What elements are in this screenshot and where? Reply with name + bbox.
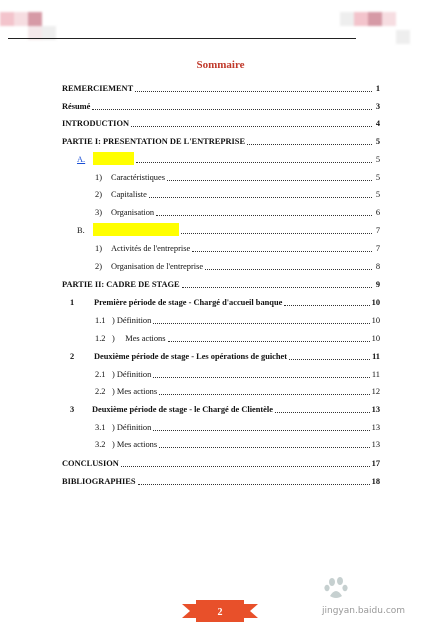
toc-entry-number: 2 [70,352,75,361]
dot-leader [153,323,369,324]
watermark-text: jingyan.baidu.com [322,606,406,616]
toc-entry-page: 11 [371,370,380,379]
toc-entry[interactable] [62,312,380,326]
toc-entry[interactable] [62,133,380,147]
toc-entry-number: A. [77,155,86,164]
toc-entry[interactable] [62,383,380,397]
toc-entry-label: BIBLIOGRAPHIES [62,477,136,486]
dot-leader [138,484,370,485]
toc-entry[interactable] [62,455,380,469]
toc-entry-page: 18 [371,477,380,486]
toc-entry-label: ) Définition [112,316,152,325]
dot-leader [284,305,369,306]
toc-entry[interactable] [62,436,380,450]
toc-entry-number: 3 [70,405,75,414]
toc-entry-page: 17 [371,459,380,468]
dot-leader [159,447,370,448]
dot-leader [159,394,370,395]
toc-entry[interactable] [62,258,380,272]
toc-entry-page: 10 [371,334,380,343]
dot-leader [153,377,370,378]
toc-entry[interactable] [62,151,380,165]
toc-entry-label: REMERCIEMENT [62,84,134,93]
dot-leader [289,359,370,360]
highlighted-blank-label [93,152,134,165]
toc-entry[interactable] [62,240,380,254]
toc-entry-number: 1.1 [95,316,106,325]
dot-leader [121,466,370,467]
dot-leader [192,251,372,252]
toc-entry-number: 1 [70,298,75,307]
toc-entry-label: ) Définition [112,423,152,432]
toc-entry-page: 1 [375,84,380,93]
toc-entry-number: 3) [95,208,102,217]
toc-entry-label: Deuxième période de stage - Les opérations de guichet [94,352,288,361]
toc-entry-label: Capitaliste [111,190,147,199]
toc-entry[interactable] [62,186,380,200]
toc-entry-page: 4 [375,119,380,128]
toc-entry[interactable] [62,169,380,183]
toc-entry-number: B. [77,226,85,235]
toc-entry-page: 6 [375,208,380,217]
dot-leader [182,287,372,288]
dot-leader [247,144,372,145]
toc-entry[interactable] [62,222,380,236]
toc-entry-page: 13 [371,405,380,414]
dot-leader [275,412,370,413]
dot-leader [131,126,372,127]
toc-entry-label: INTRODUCTION [62,119,130,128]
toc-entry-page: 8 [375,262,380,271]
toc-entry[interactable] [62,348,380,362]
toc-entry-number: 2) [95,190,102,199]
toc-entry-label: Organisation [111,208,155,217]
toc-entry[interactable] [62,204,380,218]
toc-entry-page: 11 [372,352,380,361]
toc-entry-label: Activités de l'entreprise [111,244,191,253]
toc-entry[interactable] [62,80,380,94]
watermark [318,576,430,626]
dot-leader [167,180,372,181]
baidu-paw-icon [318,576,358,602]
toc-entry[interactable] [62,276,380,290]
toc-entry-label: ) Mes actions [112,440,158,449]
toc-entry-page: 7 [375,244,380,253]
toc-entry[interactable] [62,115,380,129]
toc-entry-label: ) Mes actions [112,334,166,343]
toc-entry-number: 2) [95,262,102,271]
highlighted-blank-label [93,223,179,236]
toc-entry-number: 1) [95,173,102,182]
toc-entry[interactable] [62,419,380,433]
toc-entry-page: 13 [371,440,380,449]
page-title: Sommaire [196,59,245,71]
toc-entry-page: 13 [371,423,380,432]
dot-leader [136,162,372,163]
toc-entry-label: Résumé [62,102,91,111]
page-number-ribbon [182,600,258,622]
toc-entry[interactable] [62,366,380,380]
dot-leader [181,233,372,234]
dot-leader [149,197,372,198]
toc-entry-page: 12 [371,387,380,396]
toc-entry[interactable] [62,98,380,112]
toc-entry-number: 1.2 [95,334,106,343]
toc-entry-label: Caractéristiques [111,173,165,182]
toc-entry-page: 10 [371,316,380,325]
page-number: 2 [217,607,223,618]
header-rule [8,38,356,39]
toc-entry-page: 9 [375,280,380,289]
toc-entry-number: 3.2 [95,440,106,449]
toc-entry-page: 7 [375,226,380,235]
toc-entry[interactable] [62,473,380,487]
toc-entry-label: PARTIE I: PRESENTATION DE L'ENTREPRISE [62,137,246,146]
toc-entry-page: 3 [375,102,380,111]
dot-leader [168,341,370,342]
toc-entry-label: CONCLUSION [62,459,119,468]
toc-entry-label: ) Définition [112,370,152,379]
toc-entry-page: 5 [375,155,380,164]
toc-entry-label: ) Mes actions [112,387,158,396]
toc-entry[interactable] [62,330,380,344]
toc-entry-label: Deuxième période de stage - le Chargé de Clientèle [92,405,273,414]
dot-leader [92,109,372,110]
toc-entry-number: 2.2 [95,387,106,396]
toc-entry-number: 1) [95,244,102,253]
toc-entry-label: Première période de stage - Chargé d'accueil banque [94,298,283,307]
dot-leader [205,269,372,270]
dot-leader [156,215,372,216]
toc-entry-page: 5 [375,190,380,199]
dot-leader [153,430,369,431]
toc-entry-number: 3.1 [95,423,106,432]
toc-entry-number: 2.1 [95,370,106,379]
toc-entry-page: 5 [375,173,380,182]
toc-entry-page: 10 [371,298,380,307]
toc-entry-label: Organisation de l'entreprise [111,262,204,271]
toc-entry-page: 5 [375,137,380,146]
toc-entry-label: PARTIE II: CADRE DE STAGE [62,280,180,289]
toc-entry[interactable] [62,401,380,415]
header-decoration-right [340,12,441,46]
dot-leader [135,91,372,92]
toc-entry[interactable] [62,294,380,308]
